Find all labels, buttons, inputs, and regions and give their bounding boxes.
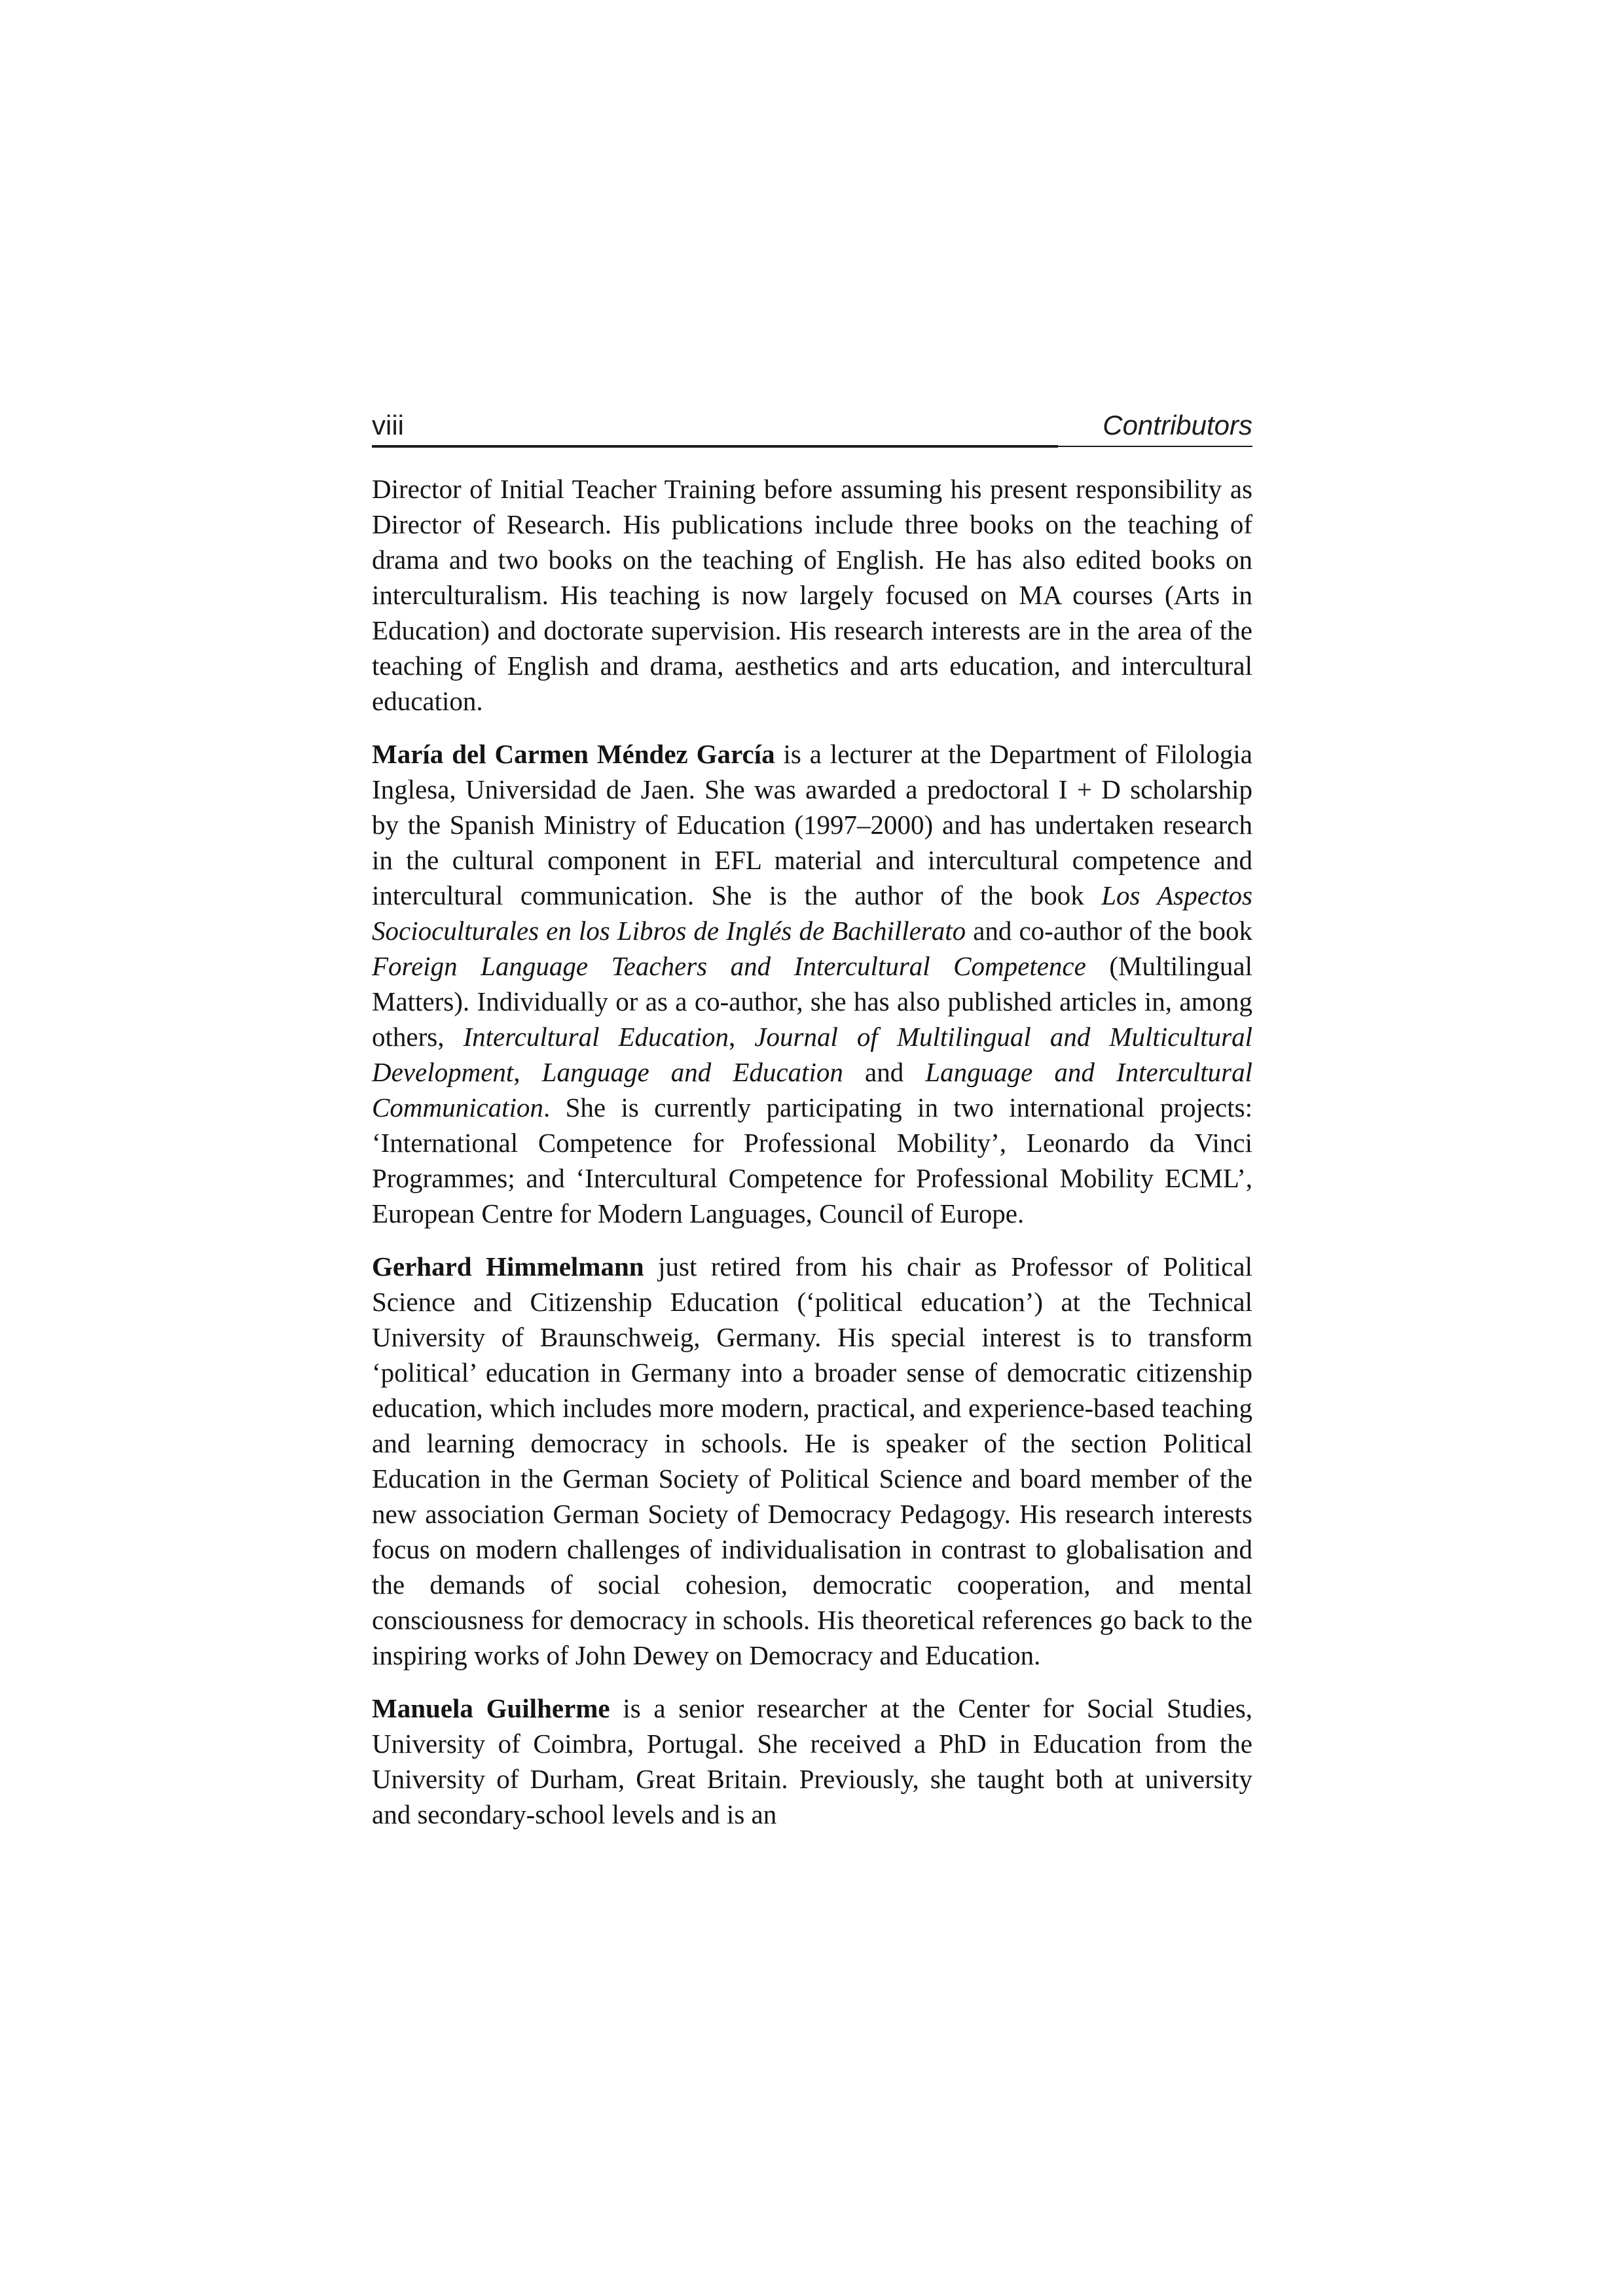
paragraph-text: Los Aspectos Socioculturales en los Libros de Inglés de Bachillerato (372, 880, 1252, 946)
header-rule-thick-segment (372, 445, 1058, 448)
paragraph-text: , (729, 1022, 755, 1052)
running-title: Contributors (1103, 410, 1252, 440)
contributors-text (372, 471, 1252, 1832)
contributor-name: Gerhard Himmelmann (372, 1251, 644, 1282)
paragraph-text: Journal of Multilingual and Multicultural Development (372, 1022, 1253, 1087)
paragraph-text: is a senior researcher at the Center for Social Studies, University of Coimbra, Portugal. She received a PhD in Education from the University of Durham, Great Britain. Previously, she taught both at university and secondary-school levels and is an (372, 1693, 1252, 1829)
paragraph-text: Intercultural Education (463, 1022, 729, 1052)
contributor-name: Manuela Guilherme (372, 1693, 610, 1723)
book-page (372, 410, 1252, 1832)
paragraph-text: (Multilingual Matters). Individually or as a co-author, she has also published articles in, among others, (372, 951, 1252, 1052)
page-number: viii (372, 410, 404, 440)
header-rule (372, 445, 1252, 448)
paragraph-text: . She is currently participating in two international projects: ‘International Competence for Professional Mobility’, Leonardo da Vinci Programmes; and ‘Intercultural Competence for Professional Mobility ECML’, European Centre for Modern Languages, Council of Europe. (372, 1092, 1252, 1229)
paragraph-text: and co-author of the book (966, 916, 1252, 946)
paragraph-text: is a lecturer at the Department of Filologia Inglesa, Universidad de Jaen. She was awarded a predoctoral I + D scholarship by the Spanish Ministry of Education (1997–2000) and has undertaken research in the cultural component in EFL material and intercultural competence and intercultural communication. She is the author of the book (372, 739, 1252, 910)
page-header (372, 410, 1252, 441)
paragraph-text: Foreign Language Teachers and Intercultural Competence (372, 951, 1086, 981)
paragraph-text: Language and Education (541, 1057, 843, 1087)
paragraph-text: just retired from his chair as Professor of Political Science and Citizenship Education (‘political education’) at the Technical University of Braunschweig, Germany. His special interest is to transform ‘political’ education in Germany into a broader sense of democratic citizenship education, which includes more modern, practical, and experience-based teaching and learning democracy in schools. He is speaker of the section Political Education in the German Society of Political Science and board member of the new association German Society of Democracy Pedagogy. His research interests focus on modern challenges of individualisation in contrast to globalisation and the demands of social cohesion, democratic cooperation, and mental consciousness for democracy in schools. His theoretical references go back to the inspiring works of John Dewey on Democracy and Education. (372, 1251, 1252, 1670)
header-rule-thin-segment (1058, 446, 1252, 447)
paragraph-text: , (513, 1057, 542, 1087)
paragraph (372, 736, 1252, 1231)
paragraph-text: and (843, 1057, 926, 1087)
paragraph-text: Director of Initial Teacher Training before assuming his present responsibility as Director of Research. His publications include three books on the teaching of drama and two books on the teaching of English. He has also edited books on interculturalism. His teaching is now largely focused on MA courses (Arts in Education) and doctorate supervision. His research interests are in the area of the teaching of English and drama, aesthetics and arts education, and intercultural education. (372, 474, 1252, 716)
contributor-name: María del Carmen Méndez García (372, 739, 775, 769)
paragraph (372, 1691, 1252, 1832)
paragraph-text: Language and Intercultural Communication (372, 1057, 1253, 1122)
paragraph (372, 1249, 1252, 1673)
paragraph (372, 471, 1252, 719)
